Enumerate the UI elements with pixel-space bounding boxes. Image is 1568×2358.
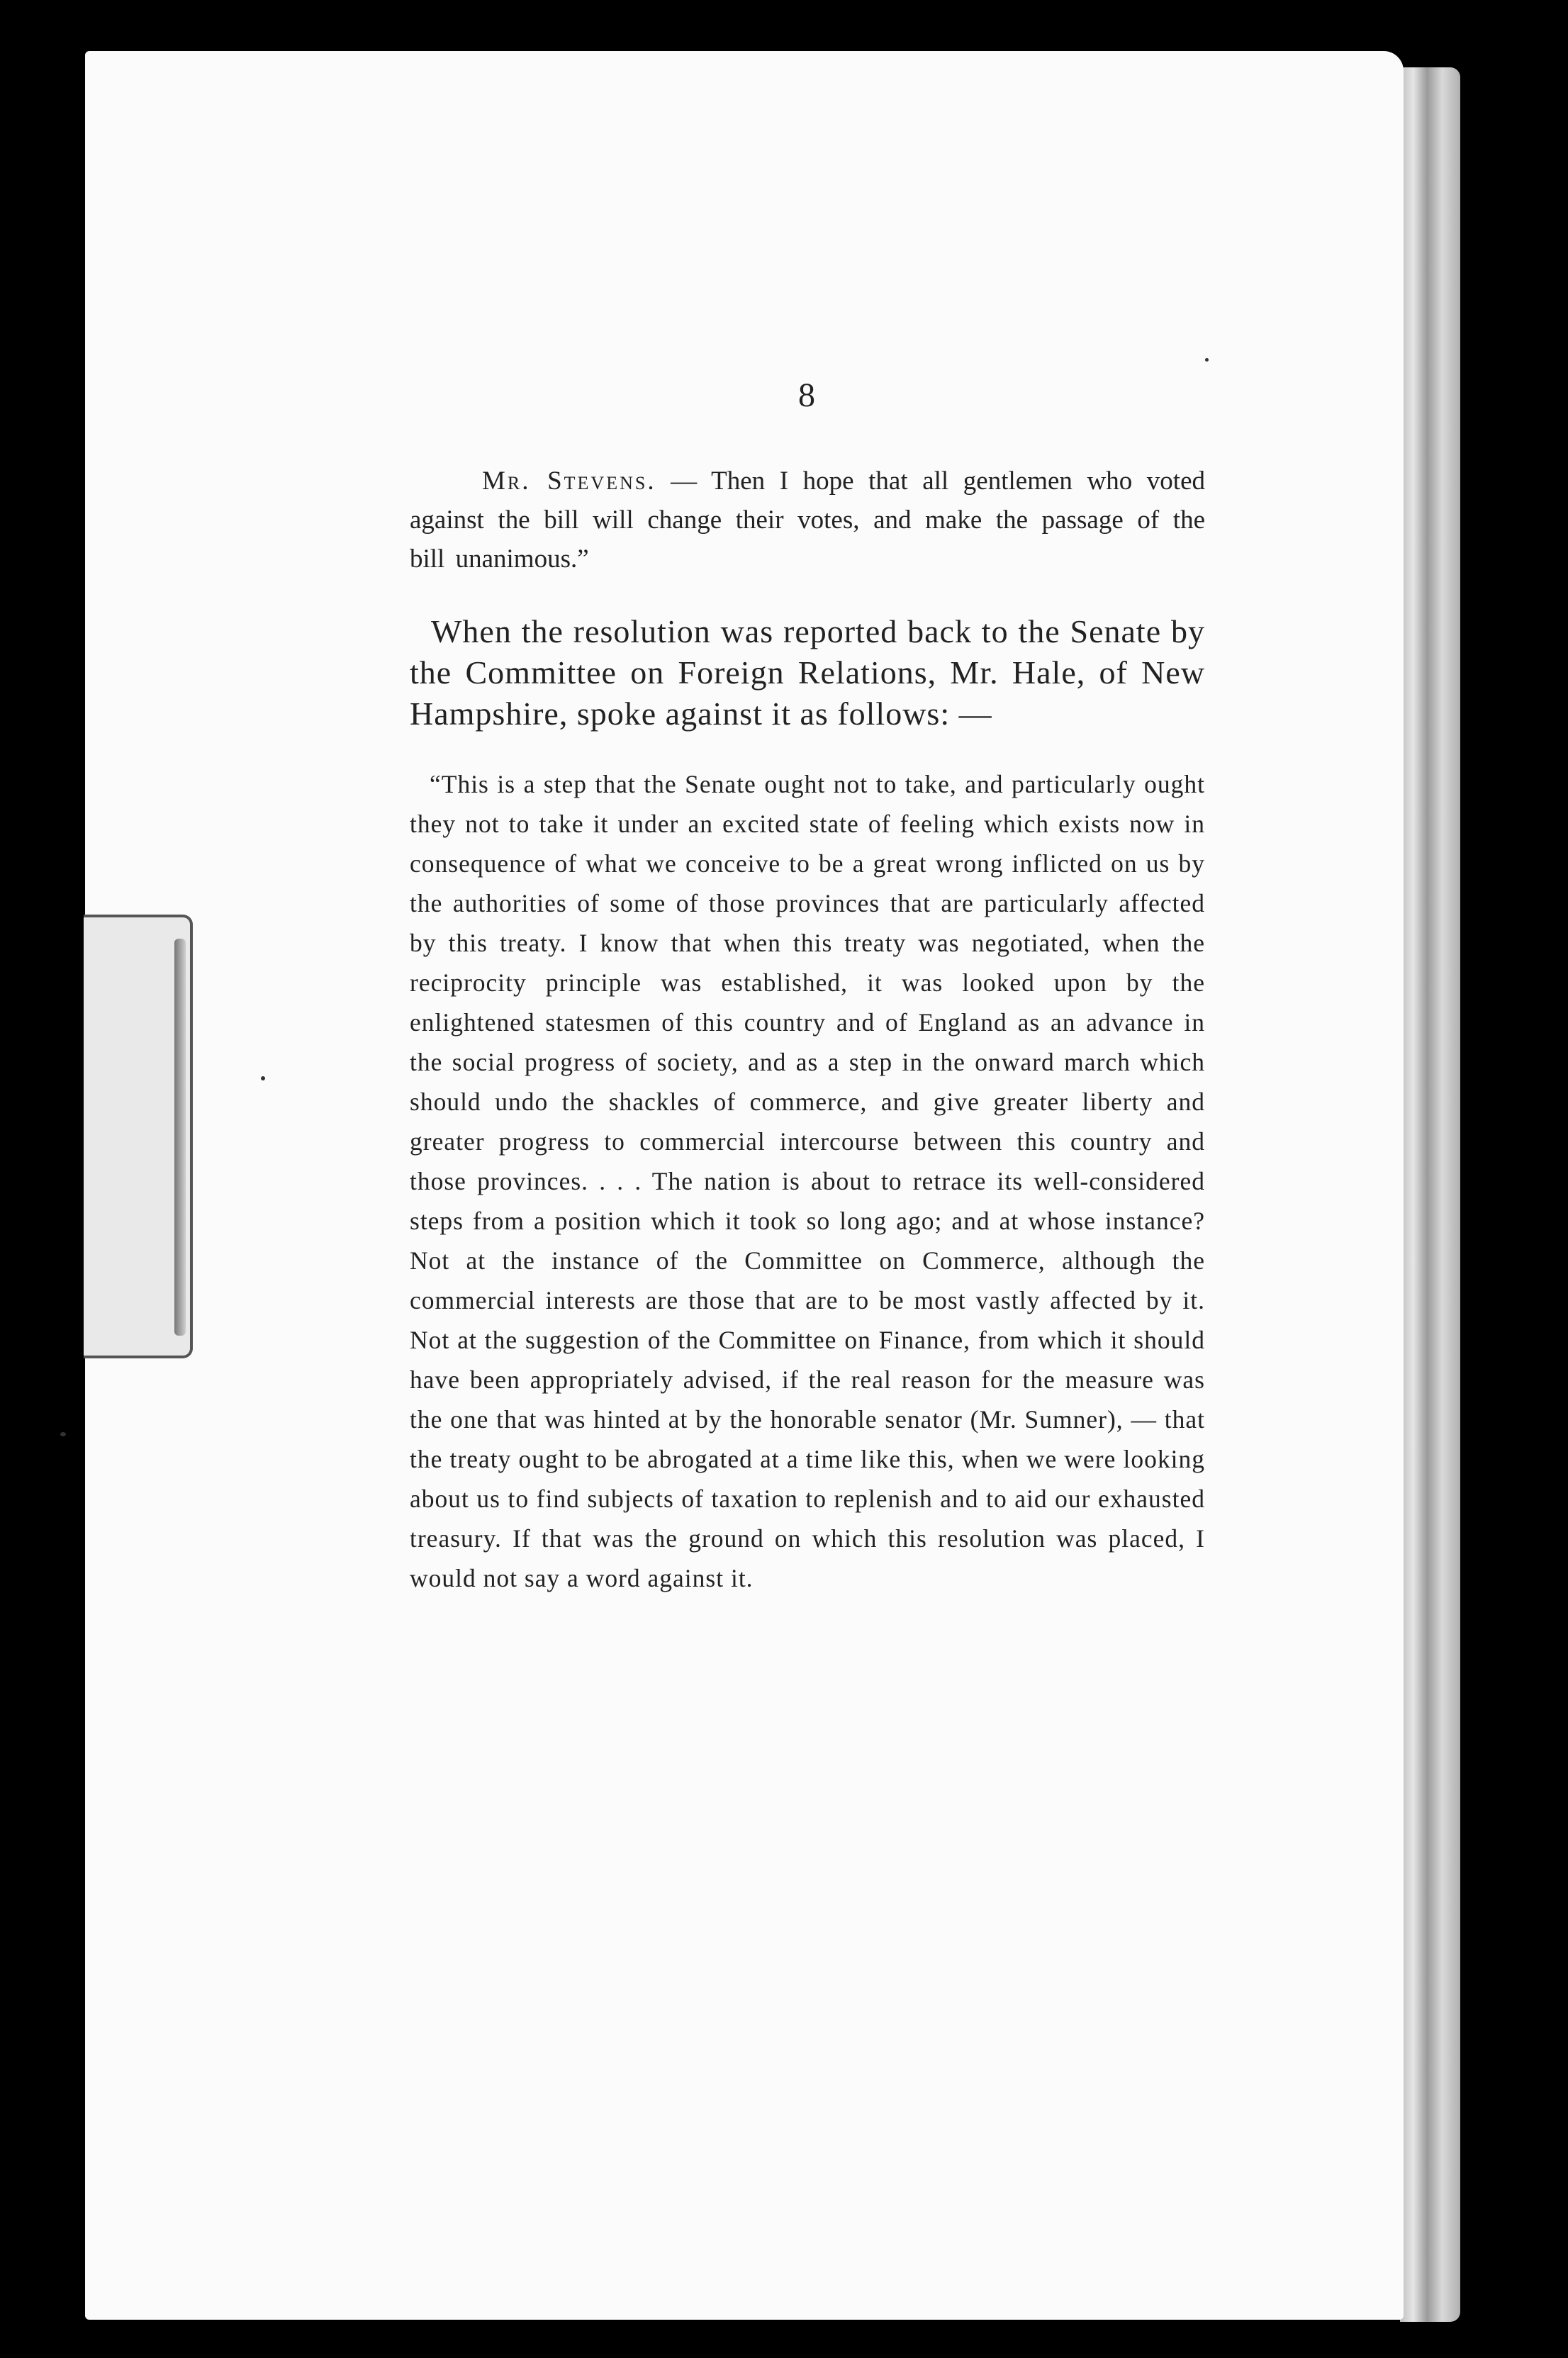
page-text bbox=[410, 376, 1205, 1598]
scan-speck bbox=[1205, 358, 1209, 362]
binding-clip bbox=[84, 915, 193, 1358]
page-number: 8 bbox=[798, 376, 817, 414]
adjacent-page-edge bbox=[1400, 67, 1460, 2322]
paragraph-resolution: When the resolution was reported back to the Senate by the Committee on Foreign Relations, Mr. Hale, of New Hampshire, spoke against it as follows: — bbox=[410, 613, 1205, 732]
speaker-name: Mr. Stevens. bbox=[482, 466, 656, 496]
paragraph-hale-quote: “This is a step that the Senate ought not to take, and particularly ought they not to take it under an excited state of feeling which exists now in consequence of what we conceive to be a great wrong inflicted on us by the authorities of some of those provinces that are particularly affected by this treaty. I know that when this treaty was negotiated, when the reciprocity principle was established, it was looked upon by the enlightened statesmen of this country and of England as an advance in the social progress of society, and as a step in the onward march which should undo the shackles of commerce, and give greater liberty and greater progress to commercial intercourse between this country and those provinces. . . . The nation is about to retrace its well-considered steps from a position which it took so long ago; and at whose instance? Not at the instance of the Committee on Commerce, although the commercial interests are those that are to be most vastly affected by it. Not at the suggestion of the Committee on Finance, from which it should have been appropriately advised, if the real reason for the measure was the one that was hinted at by the honorable senator (Mr. Sumner), — that the treaty ought to be abrogated at a time like this, when we were looking about us to find subjects of taxation to replenish and to aid our exhausted treasury. If that was the ground on which this resolution was placed, I would not say a word against it. bbox=[410, 770, 1205, 1592]
paragraph-stevens-text: — Then I hope that all gentlemen who voted against the bill will change their votes, and make the passage of the bill unanimous.” bbox=[410, 466, 1205, 574]
scan-speck bbox=[60, 1432, 66, 1436]
paragraph-stevens bbox=[410, 462, 1205, 579]
scan-speck bbox=[261, 1076, 265, 1080]
